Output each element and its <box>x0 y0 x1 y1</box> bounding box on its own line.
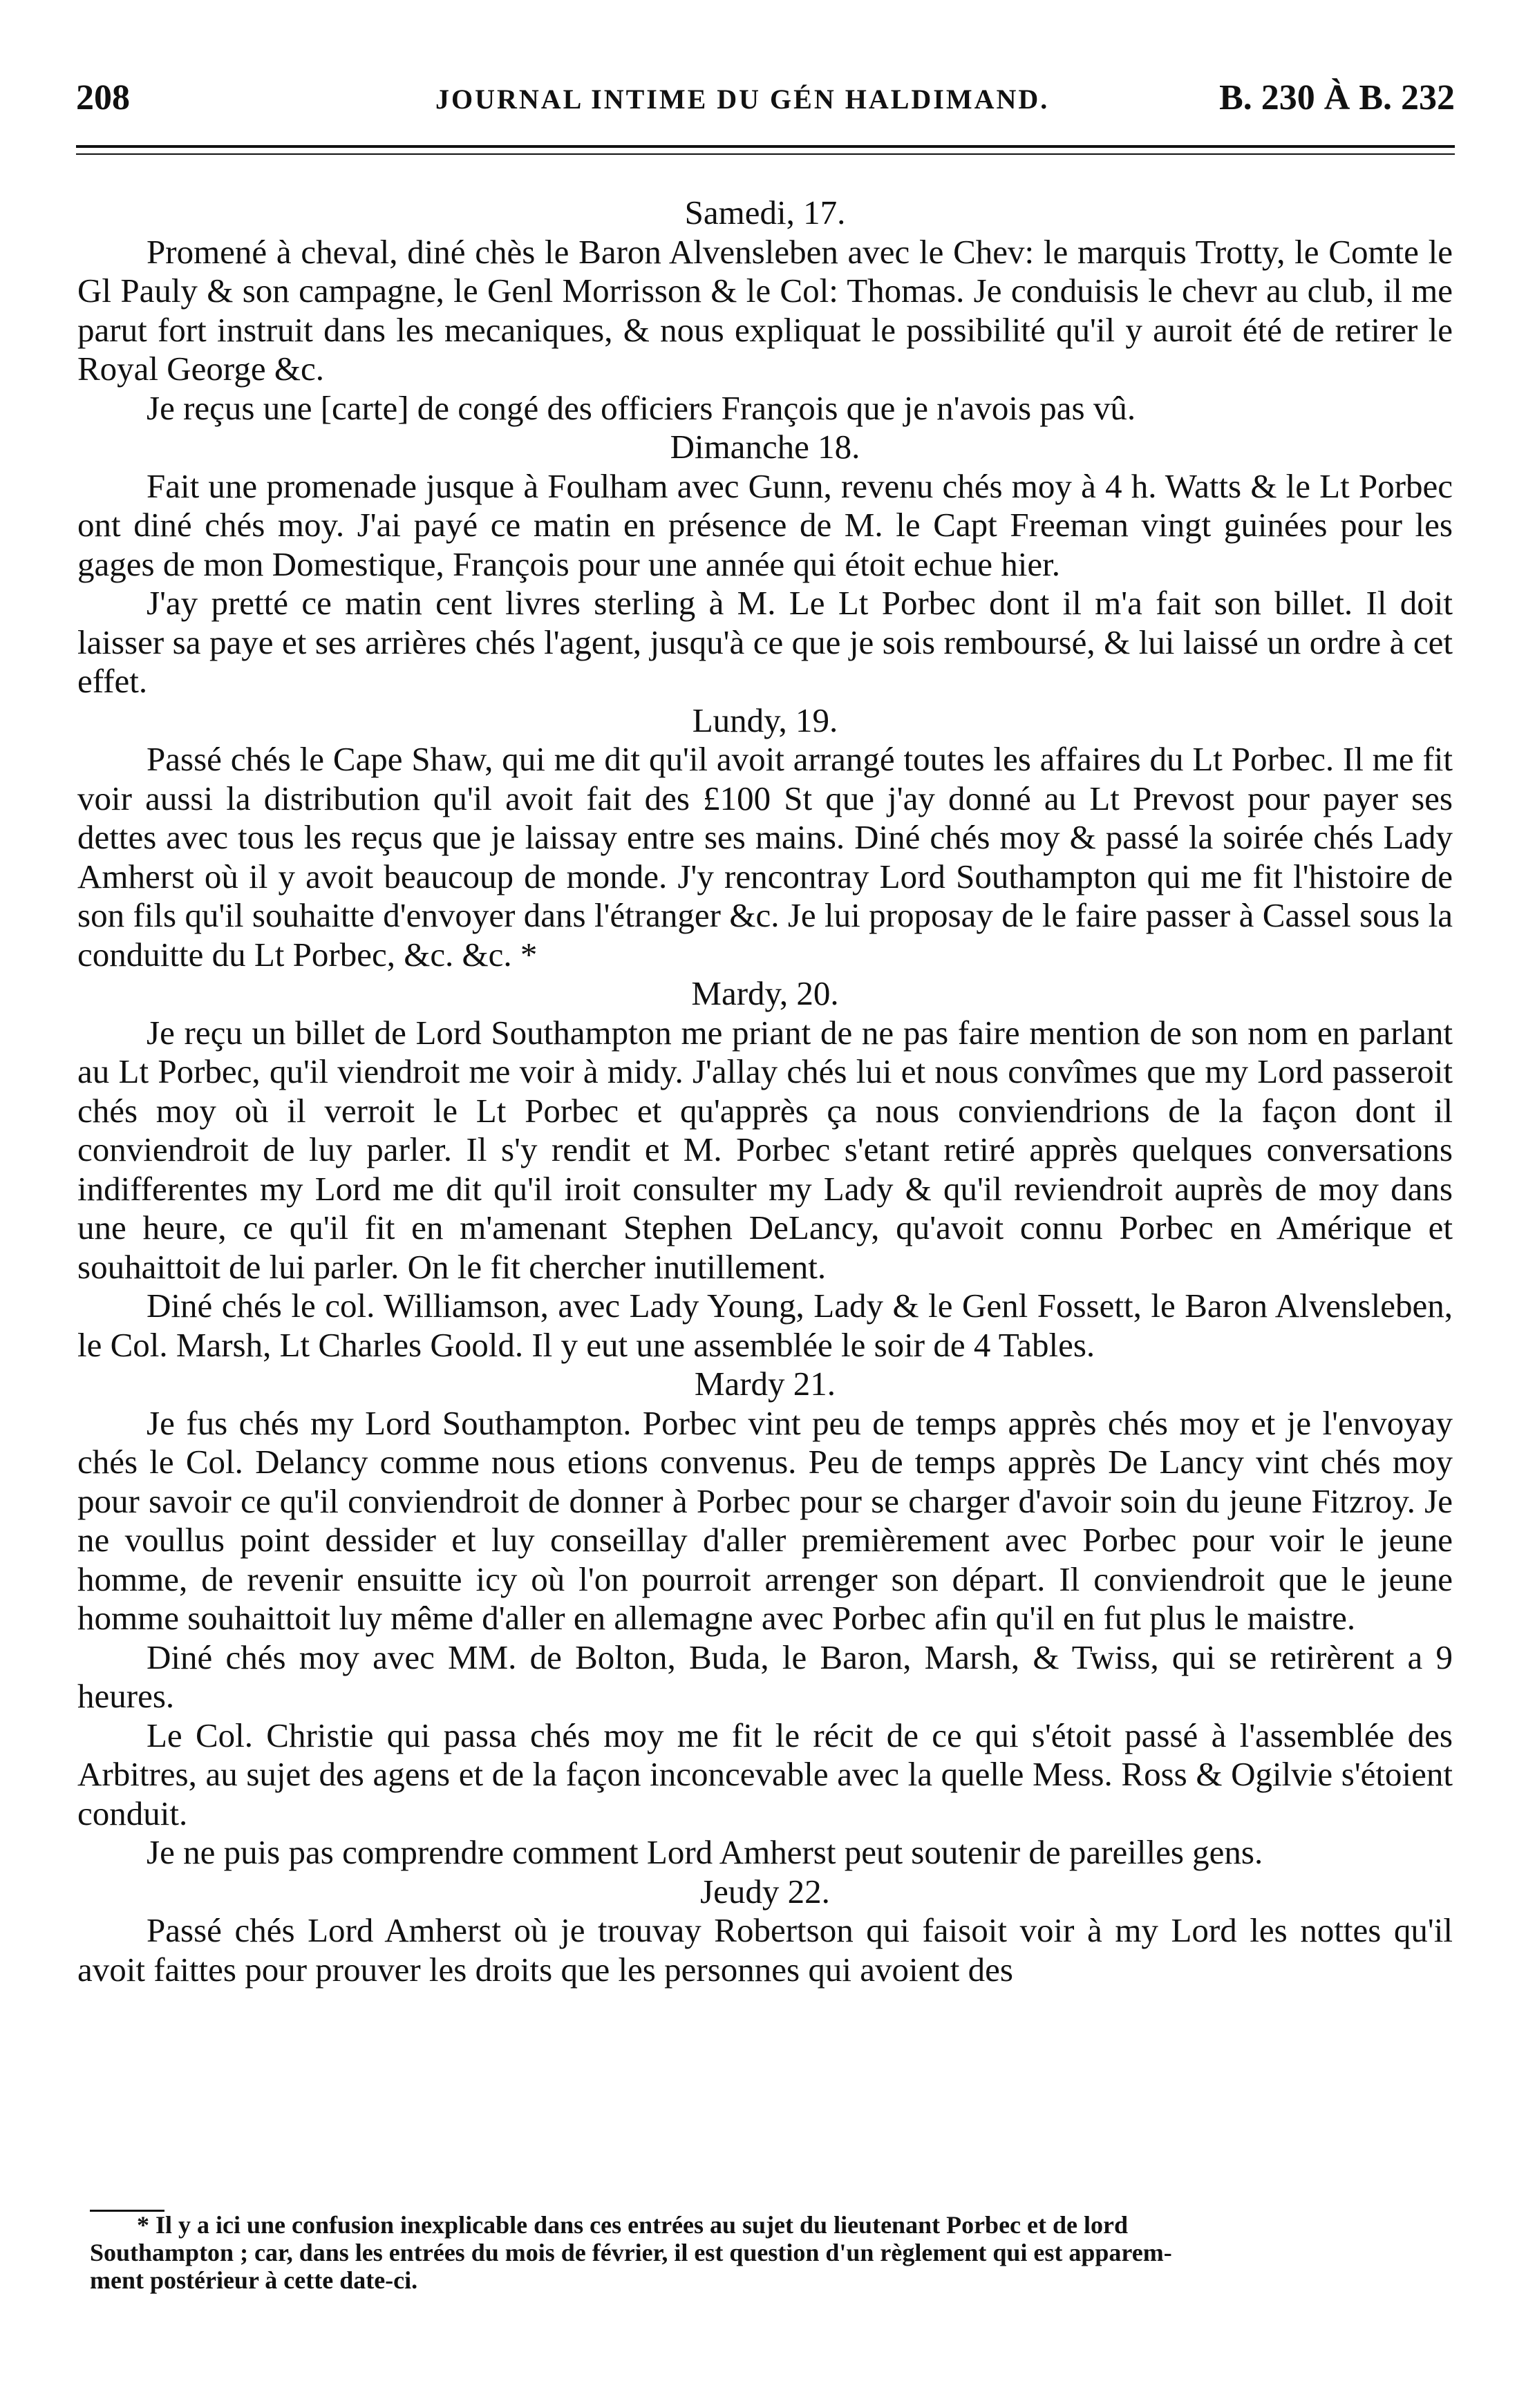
footnote-line: * Il y a ici une confusion inexplicable dans ces entrées au sujet du lieutenant Porbec et de lord <box>137 2211 1128 2239</box>
header-rule-thin <box>76 153 1455 155</box>
entry-date: Lundy, 19. <box>692 701 838 739</box>
entry-paragraph: J'ay pretté ce matin cent livres sterling à M. Le Lt Porbec dont il m'a fait son billet. Il doit laisser sa paye et ses arrières chés l'agent, jusqu'à ce que je sois remboursé, & lui laissé un ordre à cet effet. <box>77 584 1453 700</box>
journal-body <box>77 193 1453 1989</box>
entry-paragraph: Je fus chés my Lord Southampton. Porbec vint peu de temps apprès chés moy et je l'envoyay chés le Col. Delancy comme nous etions convenus. Peu de temps apprès De Lancy vint chés moy pour savoir ce qu'il conviendroit de donner à Porbec pour se charger d'avoir soin du jeune Fitzroy. Je ne voullus point dessider et luy conseillay d'aller premièrement avec Porbec pour voir le jeune homme, de revenir ensuitte icy où l'on pourroit arrenger son départ. Il conviendroit que le jeune homme souhaittoit luy même d'aller en allemagne avec Porbec afin qu'il en fut plus le maistre. <box>77 1403 1453 1637</box>
entry-paragraph: Je reçus une [carte] de congé des officiers François que je n'avois pas vû. <box>147 388 1136 427</box>
header-rule-thick <box>76 145 1455 148</box>
entry-paragraph: Je ne puis pas comprendre comment Lord Amherst peut soutenir de pareilles gens. <box>147 1833 1263 1871</box>
entry-paragraph: Passé chés le Cape Shaw, qui me dit qu'il avoit arrangé toutes les affaires du Lt Porbec. Il me fit voir aussi la distribution qu'il avoit fait des £100 St que j'ay donné au Lt Prevost pour payer ses dettes avec tous les reçus que je laissay entre ses mains. Diné chés moy & passé la soirée chés Lady Amherst où il y avoit beaucoup de monde. J'y rencontray Lord Southampton qui me fit l'histoire de son fils qu'il souhaitte d'envoyer dans l'étranger &c. Je lui proposay de le faire passer à Cassel sous la conduitte du Lt Porbec, &c. &c. * <box>77 740 1453 974</box>
entry-paragraph: Diné chés le col. Williamson, avec Lady Young, Lady & le Genl Fossett, le Baron Alvensleben, le Col. Marsh, Lt Charles Goold. Il y eut une assemblée le soir de 4 Tables. <box>77 1287 1453 1364</box>
entry-date: Jeudy 22. <box>700 1872 830 1911</box>
running-title: JOURNAL INTIME DU GÉN HALDIMAND. <box>435 84 1050 115</box>
entry-date: Samedi, 17. <box>684 193 846 231</box>
entry-date: Mardy 21. <box>694 1365 836 1403</box>
footnote-line: ment postérieur à cette date-ci. <box>90 2266 418 2294</box>
entry-date: Dimanche 18. <box>670 428 860 466</box>
entry-date: Mardy, 20. <box>691 974 839 1012</box>
page-header <box>76 77 1455 126</box>
footnote <box>90 2211 1448 2294</box>
entry-paragraph: Je reçu un billet de Lord Southampton me priant de ne pas faire mention de son nom en parlant au Lt Porbec, qu'il viendroit me voir à midy. J'allay chés lui et nous convîmes que my Lord passeroit chés moy où il verroit le Lt Porbec et qu'apprès ça nous conviendrions de la façon dont il conviendroit de luy parler. Il s'y rendit et M. Porbec s'etant retiré apprès quelques conversations indifferentes my Lord me dit qu'il iroit consulter my Lady & qu'il reviendroit auprès de moy dans une heure, ce qu'il fit en m'amenant Stephen DeLancy, qu'avoit connu Porbec en Amérique et souhaittoit de lui parler. On le fit chercher inutillement. <box>77 1013 1453 1286</box>
entry-paragraph: Promené à cheval, diné chès le Baron Alvensleben avec le Chev: le marquis Trotty, le Comte le Gl Pauly & son campagne, le Genl Morrisson & le Col: Thomas. Je conduisis le chevr au club, il me parut fort instruit dans les mecaniques, & nous expliquat le possibilité qu'il y auroit été de retirer le Royal George &c. <box>77 232 1453 388</box>
entry-paragraph: Fait une promenade jusque à Foulham avec Gunn, revenu chés moy à 4 h. Watts & le Lt Porbec ont diné chés moy. J'ai payé ce matin en présence de M. le Capt Freeman vingt guinées pour les gages de mon Domestique, François pour une année qui étoit echue hier. <box>77 466 1453 583</box>
page-number: 208 <box>76 78 130 117</box>
entry-paragraph: Diné chés moy avec MM. de Bolton, Buda, le Baron, Marsh, & Twiss, qui se retirèrent a 9 heures. <box>77 1638 1453 1715</box>
footnote-line: Southampton ; car, dans les entrées du mois de février, il est question d'un règlement qui est apparem- <box>90 2239 1172 2266</box>
entry-paragraph: Passé chés Lord Amherst où je trouvay Robertson qui faisoit voir à my Lord les nottes qu'il avoit faittes pour prouver les droits que les personnes qui avoient des <box>77 1911 1453 1989</box>
entry-paragraph: Le Col. Christie qui passa chés moy me fit le récit de ce qui s'étoit passé à l'assemblée des Arbitres, au sujet des agens et de la façon inconcevable avec la quelle Mess. Ross & Ogilvie s'étoient conduit. <box>77 1716 1453 1832</box>
document-range: B. 230 À B. 232 <box>1219 78 1455 117</box>
